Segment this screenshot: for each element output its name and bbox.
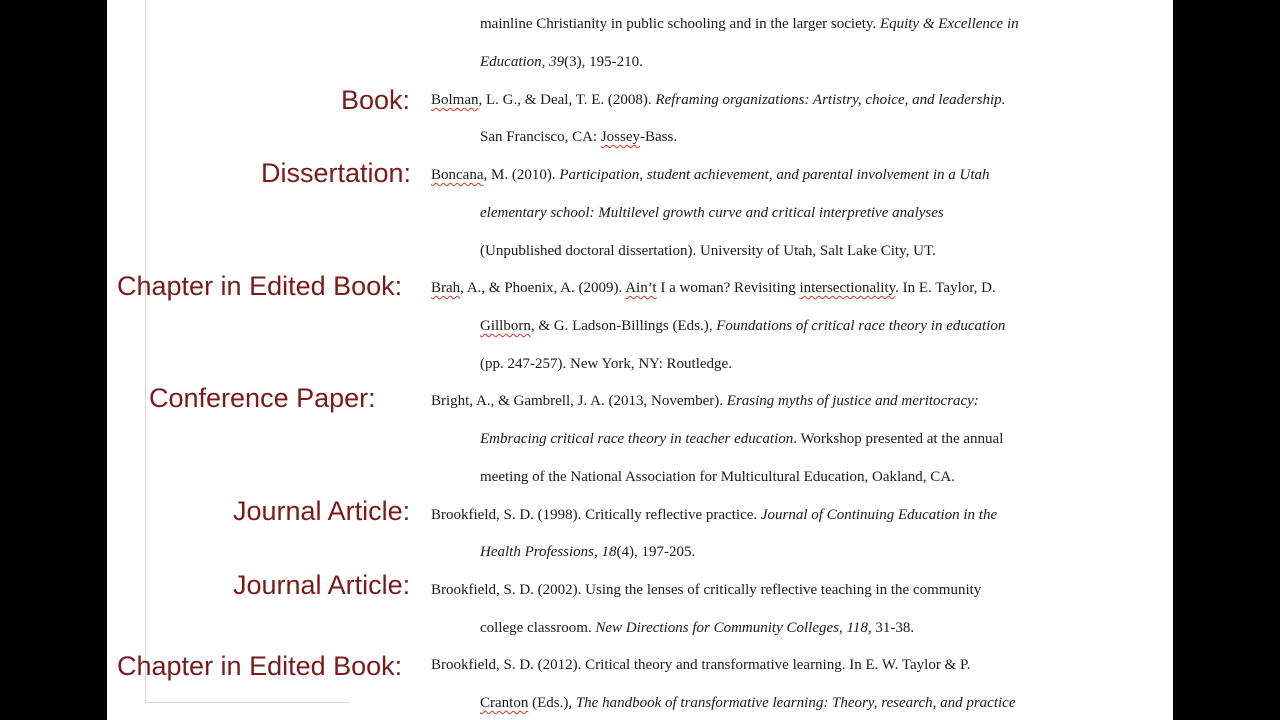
ref-text: I a woman? Revisiting <box>656 280 800 296</box>
misspelled-word[interactable]: intersectionality <box>799 280 896 296</box>
ref-text: mainline Christianity in public schooling and in the larger society. <box>480 16 880 32</box>
ref-text: , M. (2010). <box>483 167 560 183</box>
ref-paper-title: Embracing critical race theory in teacher education <box>480 431 794 447</box>
misspelled-word[interactable]: Cranton <box>480 695 529 711</box>
reference-line <box>480 316 1005 336</box>
ref-text: , <box>541 54 550 70</box>
ref-text: , A., & Phoenix, A. (2009). <box>460 280 626 296</box>
reference-line <box>431 278 996 298</box>
ref-text: , L. G., & Deal, T. E. (2008). <box>478 92 656 108</box>
ref-text: (Eds.), <box>528 695 576 711</box>
reference-line <box>431 90 1005 110</box>
ref-text: , <box>594 544 602 560</box>
label-conference-paper: Conference Paper: <box>149 383 376 413</box>
reference-line: meeting of the National Association for Multicultural Education, Oakland, CA. <box>480 469 955 485</box>
ref-text: -Bass. <box>640 129 678 145</box>
misspelled-word[interactable]: Brah <box>431 280 461 296</box>
reference-line <box>480 14 1019 34</box>
misspelled-word[interactable]: Bolman <box>431 92 479 108</box>
label-journal-article: Journal Article: <box>233 496 411 526</box>
reference-line <box>480 127 677 147</box>
label-dissertation: Dissertation: <box>261 158 412 188</box>
misspelled-word[interactable]: Gillborn <box>480 318 531 334</box>
ref-book-title: Reframing organizations: Artistry, choice, and leadership. <box>655 92 1006 108</box>
ref-volume: 118 <box>846 620 868 636</box>
ref-book-title: Foundations of critical race theory in education <box>716 318 1006 334</box>
ref-text: San Francisco, CA: <box>480 129 601 145</box>
reference-line: (Unpublished doctoral dissertation). University of Utah, Salt Lake City, UT. <box>480 243 936 259</box>
reference-line <box>431 165 990 185</box>
ref-text: . In E. Taylor, D. <box>895 280 996 296</box>
margin-guide-line <box>145 0 146 702</box>
ref-journal-title: New Directions for Community Colleges <box>595 620 839 636</box>
margin-guide-corner <box>145 702 349 703</box>
ref-text: . Workshop presented at the annual <box>793 431 1004 447</box>
misspelled-word[interactable]: Boncana <box>431 167 484 183</box>
reference-line <box>480 618 914 638</box>
ref-journal-title: Education <box>480 54 542 70</box>
reference-line <box>480 693 1016 713</box>
ref-text: (4), 197-205. <box>616 544 696 560</box>
label-journal-article: Journal Article: <box>233 570 411 600</box>
misspelled-word[interactable]: Ain’t <box>625 280 657 296</box>
reference-line <box>480 52 643 72</box>
reference-line <box>480 542 695 562</box>
label-book: Book: <box>341 85 411 115</box>
ref-dissertation-title: elementary school: Multilevel growth curve and critical interpretive analyses <box>480 205 944 221</box>
ref-journal-title: Equity & Excellence in <box>879 16 1019 32</box>
ref-journal-title: Health Professions <box>480 544 595 560</box>
reference-line <box>480 203 944 223</box>
ref-text: (3), 195-210. <box>564 54 643 70</box>
ref-text: college classroom. <box>480 620 596 636</box>
document-page <box>107 0 1173 720</box>
label-chapter-edited-book: Chapter in Edited Book: <box>117 651 403 681</box>
ref-text: , <box>839 620 847 636</box>
ref-paper-title: Erasing myths of justice and meritocracy: <box>726 393 979 409</box>
ref-volume: 18 <box>601 544 617 560</box>
ref-text: Brookfield, S. D. (1998). Critically reflective practice. <box>431 507 761 523</box>
ref-text: , 31-38. <box>867 620 915 636</box>
ref-volume: 39 <box>549 54 565 70</box>
misspelled-word[interactable]: Jossey <box>600 129 640 145</box>
ref-dissertation-title: Participation, student achievement, and parental involvement in a Utah <box>559 167 990 183</box>
ref-text: Bright, A., & Gambrell, J. A. (2013, November). <box>431 393 727 409</box>
ref-text: , & G. Ladson-Billings (Eds.), <box>530 318 717 334</box>
label-chapter-edited-book: Chapter in Edited Book: <box>117 271 403 301</box>
ref-book-title: The handbook of transformative learning: Theory, research, and practice <box>575 695 1016 711</box>
ref-journal-title: Journal of Continuing Education in the <box>760 507 998 523</box>
reference-line: Brookfield, S. D. (2002). Using the lenses of critically reflective teaching in the community <box>431 582 982 598</box>
reference-line <box>431 391 979 411</box>
reference-line <box>480 429 1003 449</box>
reference-line <box>431 505 997 525</box>
reference-line: (pp. 247-257). New York, NY: Routledge. <box>480 356 732 372</box>
reference-line: Brookfield, S. D. (2012). Critical theory and transformative learning. In E. W. Taylor & P. <box>431 657 971 673</box>
